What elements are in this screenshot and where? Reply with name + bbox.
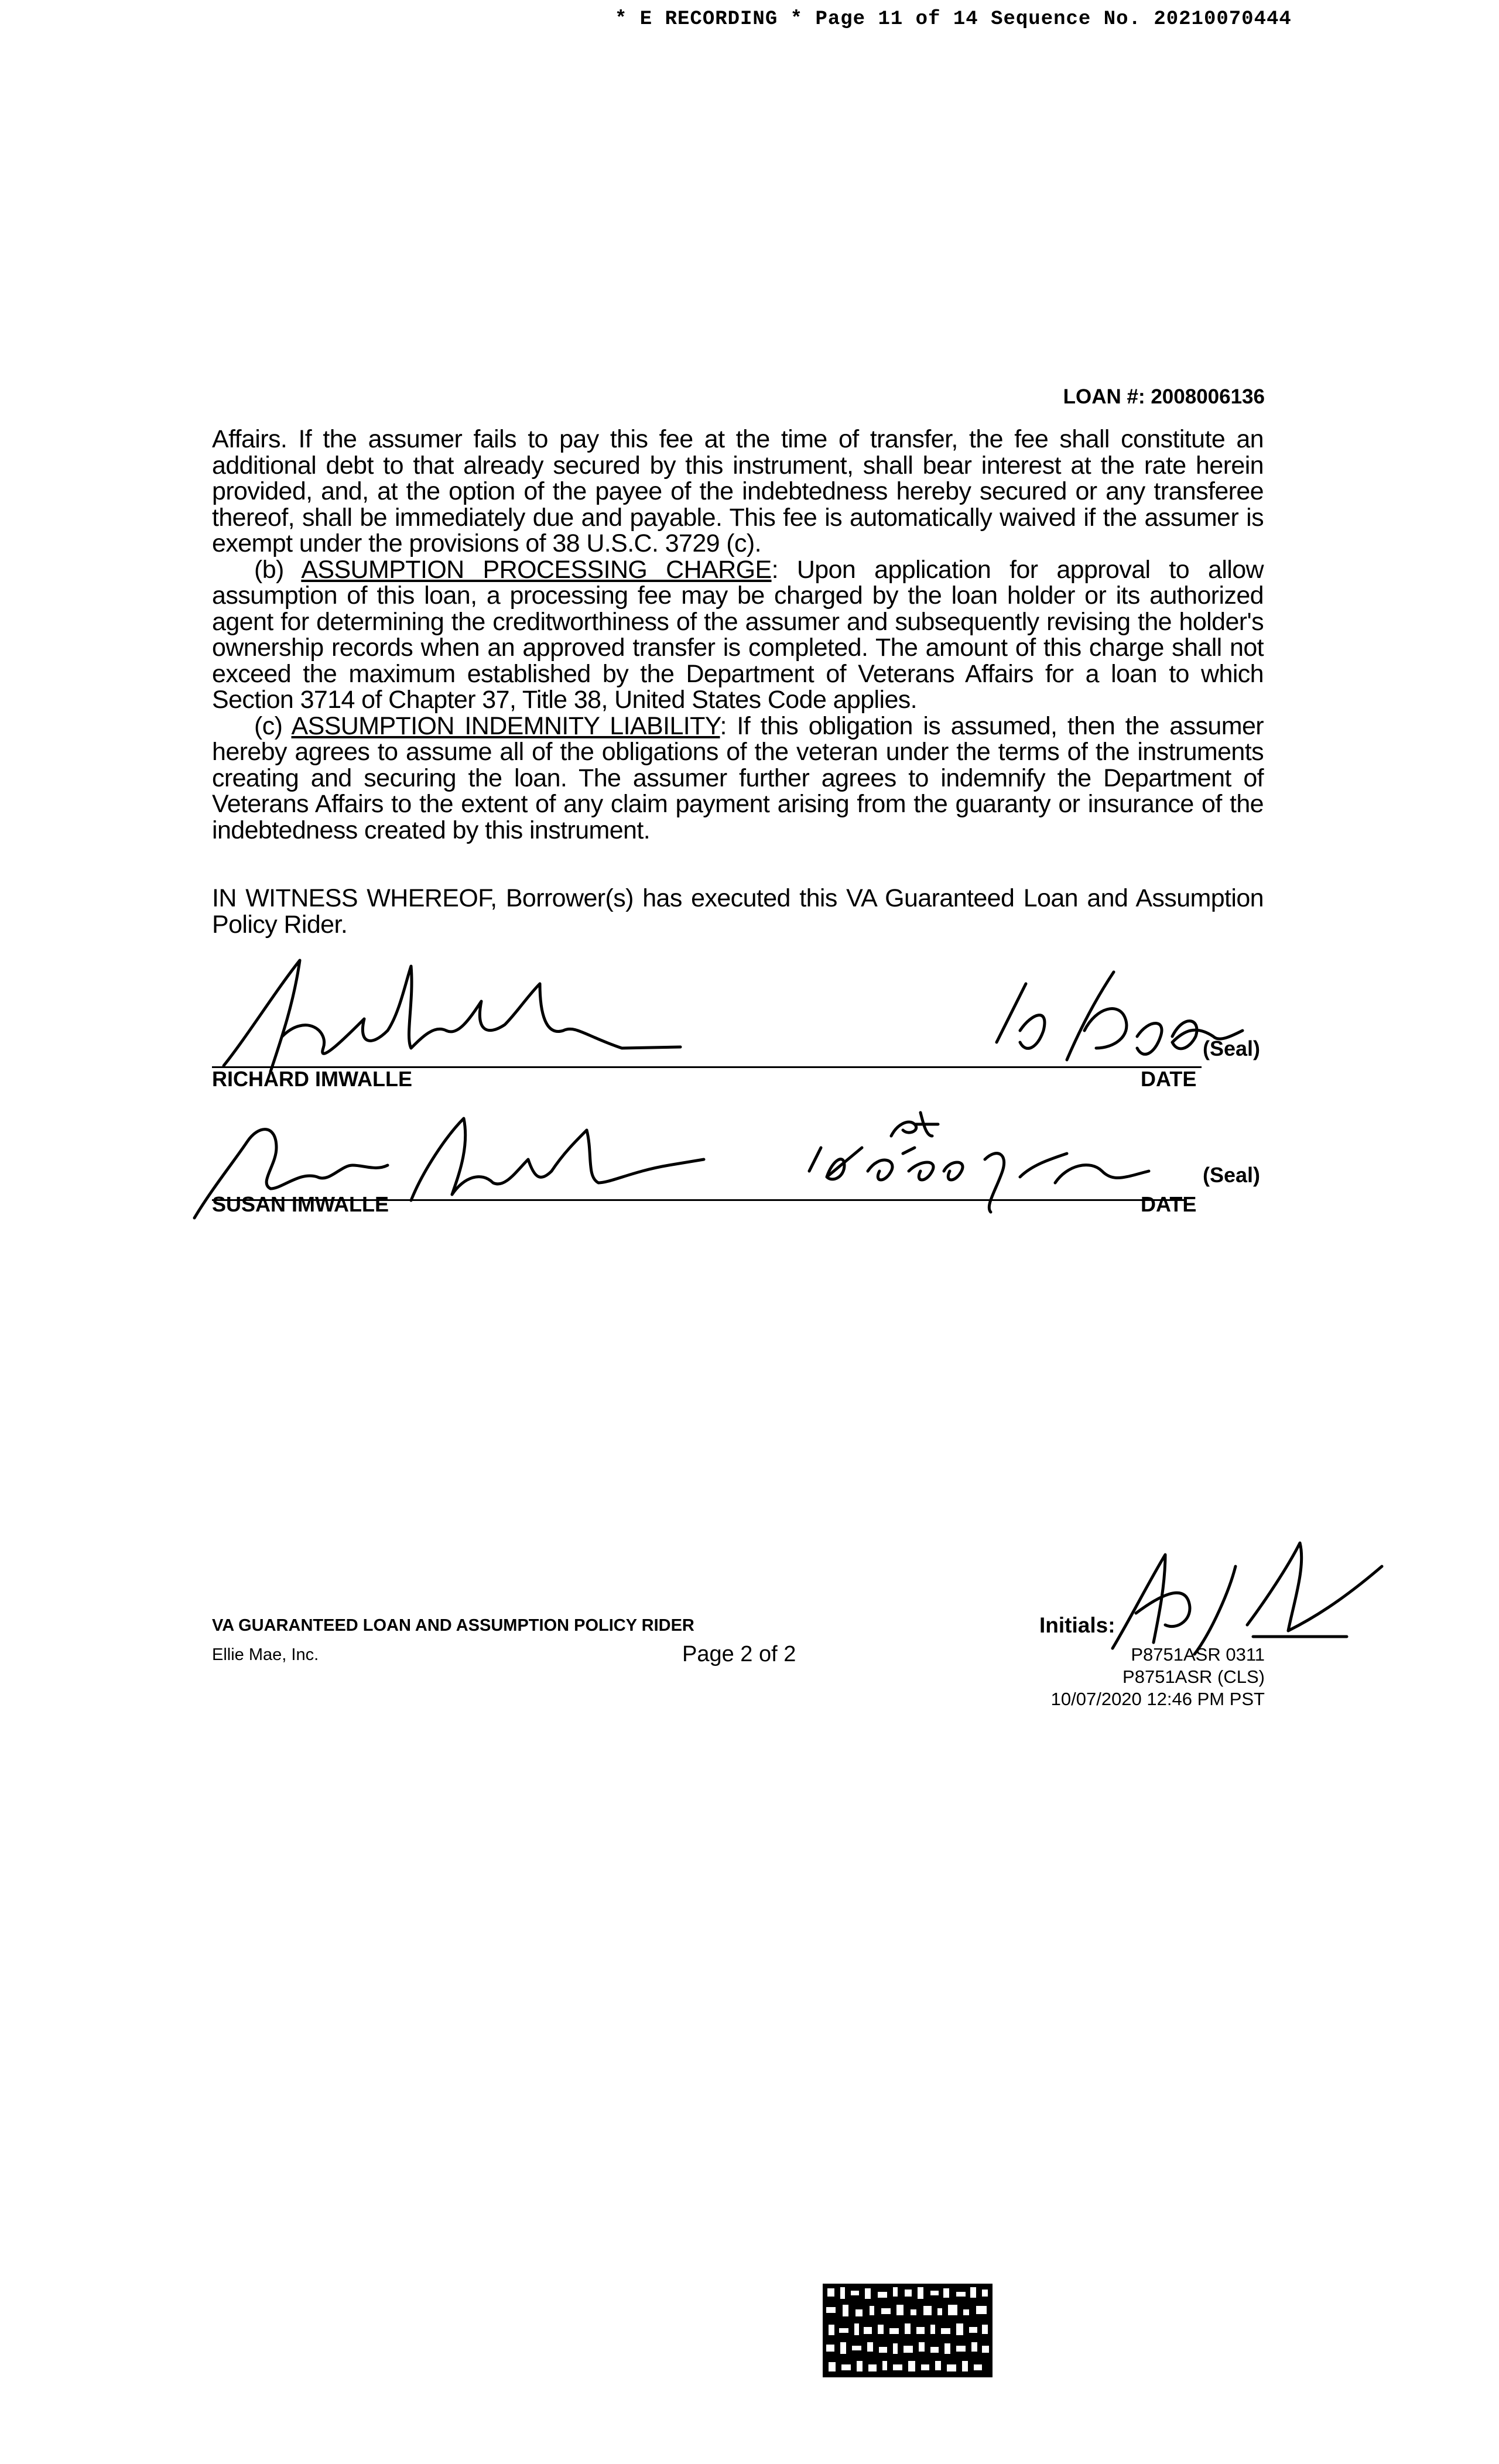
loan-number: LOAN #: 2008006136 [1063, 385, 1265, 408]
paragraph-c-text: : If this obligation is assumed, then the assumer hereby agrees to assume all of the obligations of the veteran under the terms of the instruments creating and securing the loan. The assumer further agrees to indemnify the Department of Veterans Affairs to the extent of any claim payment arising from the guaranty or insurance of the indebtedness created by this instrument. [212, 711, 1264, 844]
initials-label: Initials: [1039, 1613, 1115, 1637]
barcode-graphic [823, 2284, 993, 2377]
form-company: Ellie Mae, Inc. [212, 1645, 319, 1664]
form-timestamp: 10/07/2020 12:46 PM PST [1050, 1689, 1265, 1709]
paragraph-c-prefix: (c) [254, 711, 292, 740]
paragraph-b-prefix: (b) [254, 555, 302, 584]
paragraph-b-heading: ASSUMPTION PROCESSING CHARGE [301, 555, 772, 584]
signer-name-2: SUSAN IMWALLE [212, 1192, 389, 1216]
signature-block-2 [212, 1101, 1266, 1253]
witness-clause: IN WITNESS WHEREOF, Borrower(s) has executed this VA Guaranteed Loan and Assumption Policy Rider. [212, 884, 1264, 939]
form-code-1: P8751ASR 0311 [1131, 1644, 1265, 1665]
paragraph-a-continued: Affairs. If the assumer fails to pay this fee at the time of transfer, the fee shall constitute an additional debt to that already secured by this instrument, shall bear interest at the rate herein provided, and, at the option of the payee of the indebtedness hereby secured or any transferee thereof, shall be immediately due and payable. This fee is automatically waived if the assumer is exempt under the provisions of 38 U.S.C. 3729 (c). [212, 425, 1264, 557]
paragraph-c-heading: ASSUMPTION INDEMNITY LIABILITY [291, 711, 720, 740]
date-label-2: DATE [1141, 1192, 1197, 1216]
signature-richard-imwalle [212, 949, 739, 1077]
paragraph-c [212, 713, 1264, 844]
recording-header: * E RECORDING * Page 11 of 14 Sequence No. 20210070444 [615, 8, 1292, 30]
seal-label-2: (Seal) [1203, 1163, 1261, 1187]
paragraph-b [212, 557, 1264, 713]
form-title: VA GUARANTEED LOAN AND ASSUMPTION POLICY RIDER [212, 1616, 694, 1635]
date-label-1: DATE [1141, 1067, 1197, 1091]
paragraph-b-text: : Upon application for approval to allow assumption of this loan, a processing fee may be charged by the loan holder or its authorized agent for determining the creditworthiness of the assumer and subsequently revising the holder's ownership records when an approved transfer is completed. The amount of this charge shall not exceed the maximum established by the Department of Veterans Affairs for a loan to which Section 3714 of Chapter 37, Title 38, United States Code applies. [212, 555, 1264, 714]
page-number: Page 2 of 2 [682, 1642, 796, 1666]
form-code-2: P8751ASR (CLS) [1122, 1666, 1265, 1687]
signature-block-1 [212, 949, 1266, 1101]
signer-name-1: RICHARD IMWALLE [212, 1067, 412, 1091]
rider-body [212, 426, 1264, 843]
seal-label-1: (Seal) [1203, 1036, 1261, 1060]
